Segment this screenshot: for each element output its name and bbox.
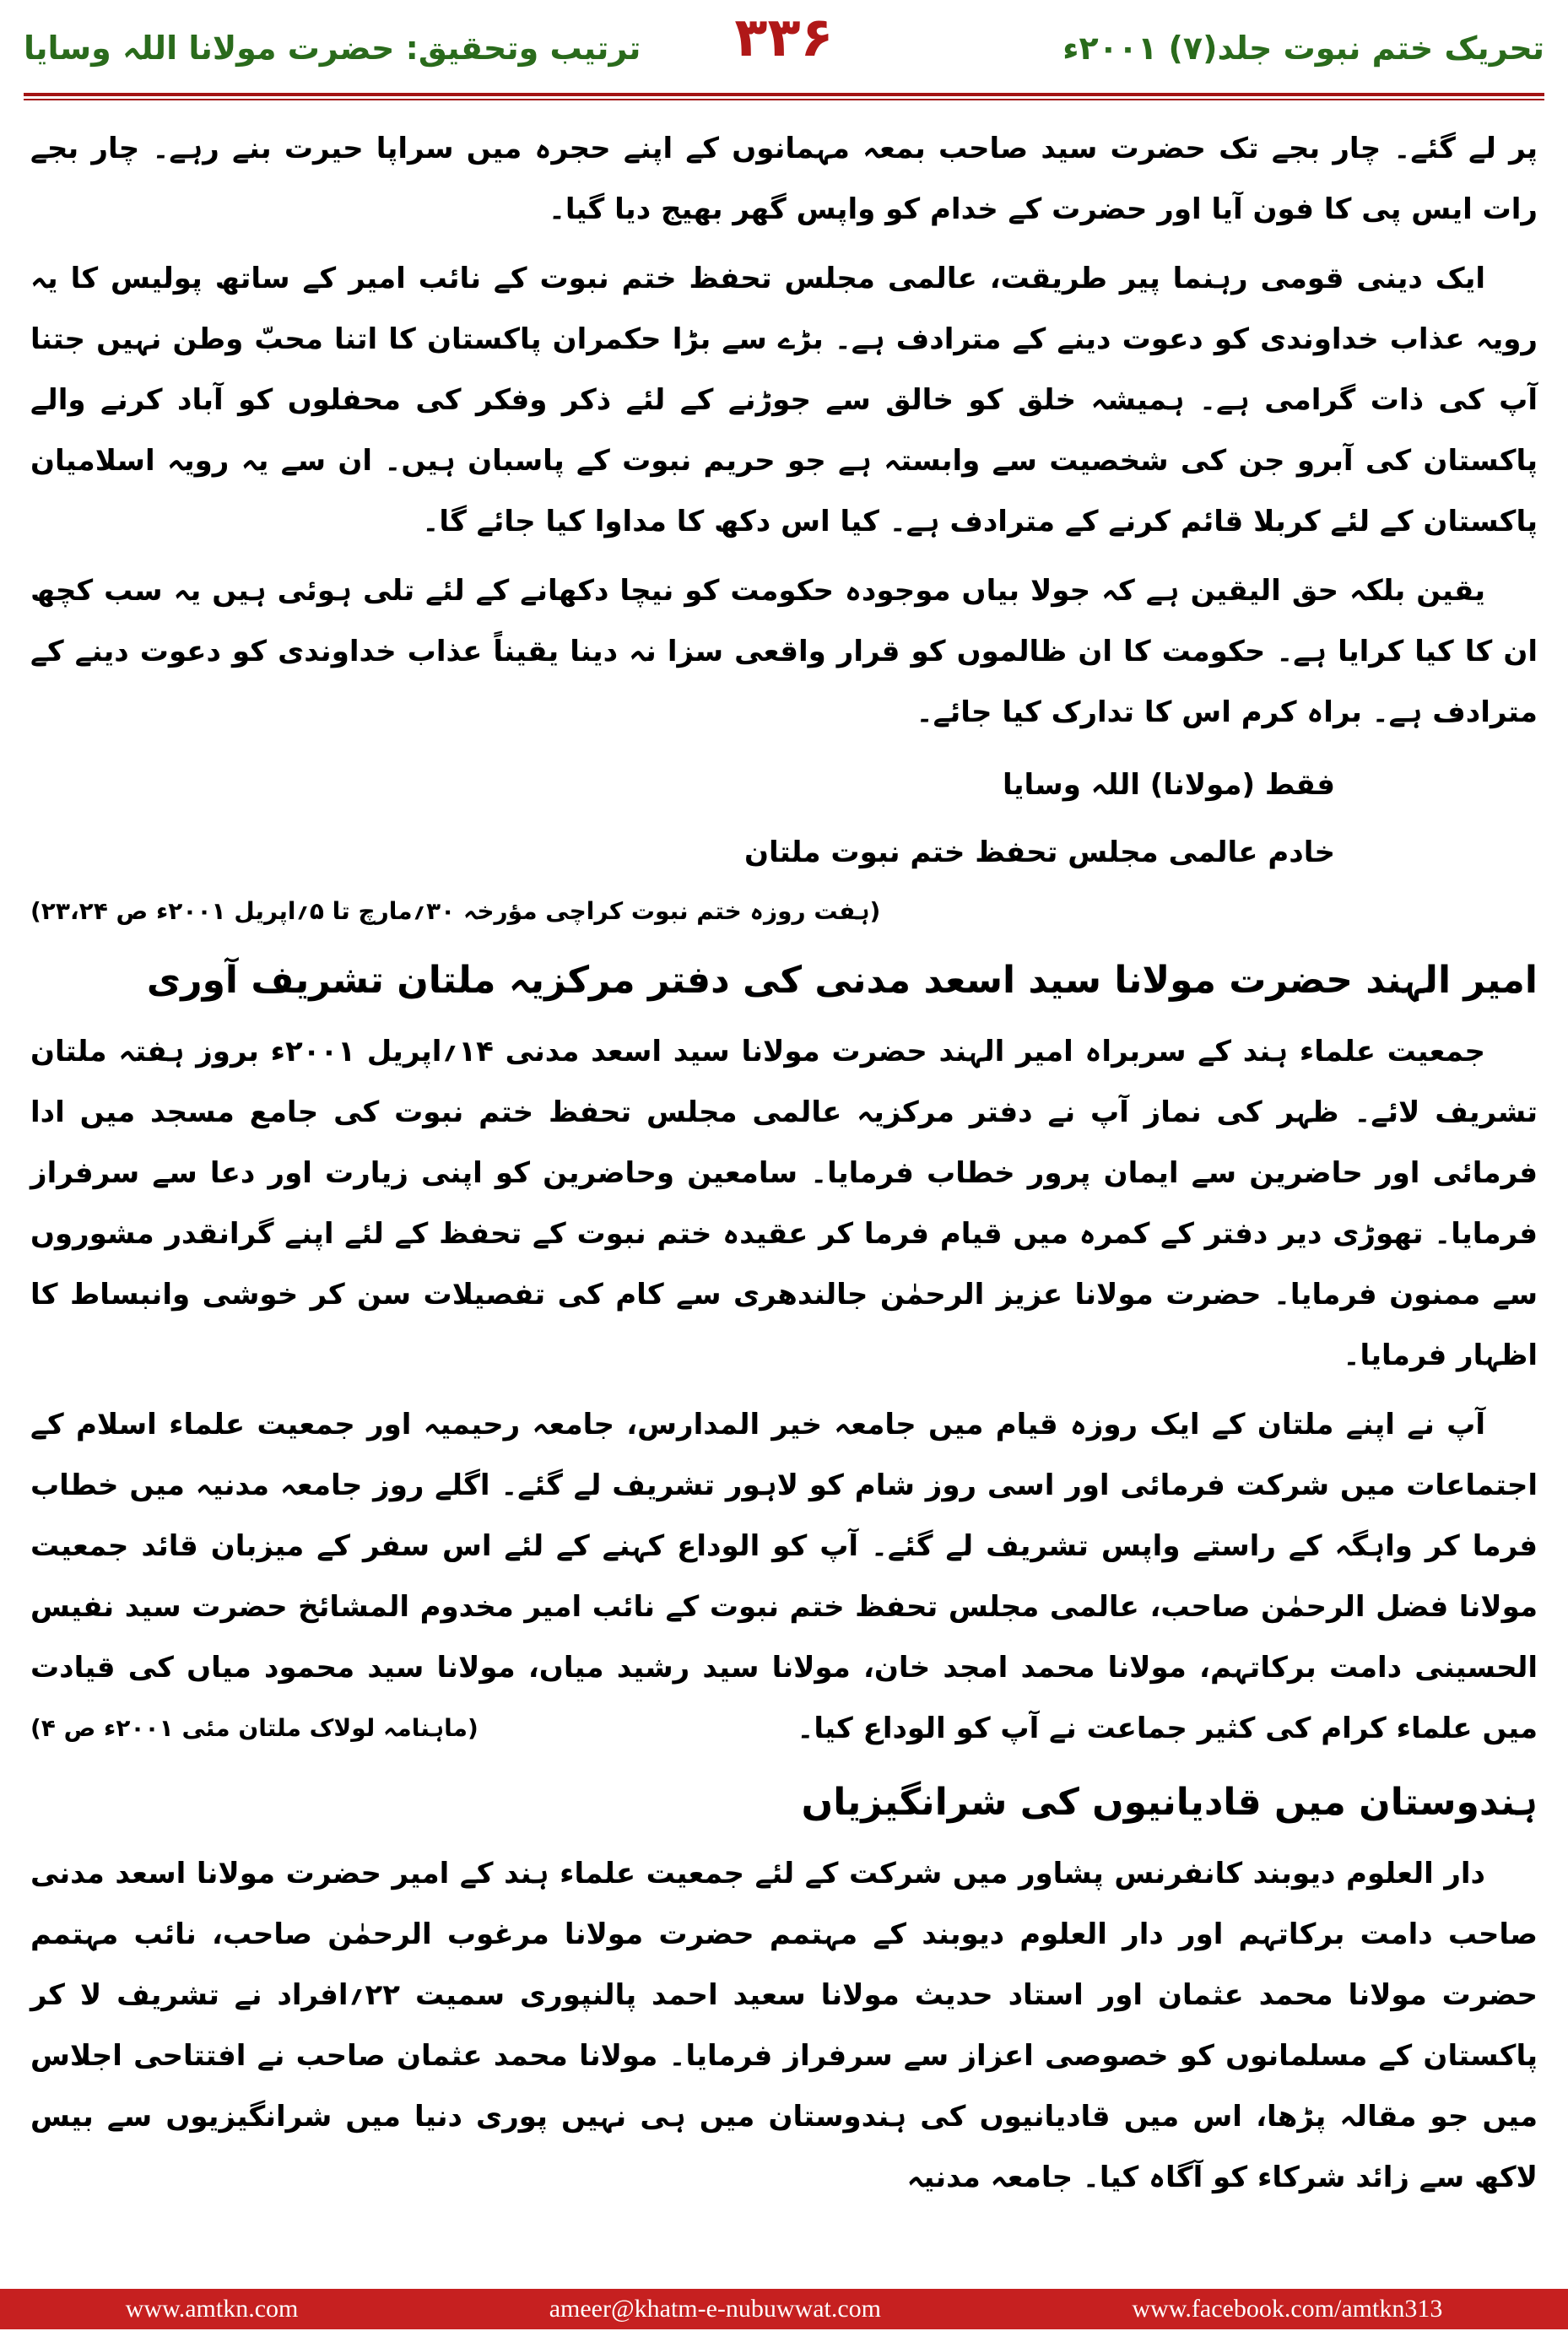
- book-title: تحریک ختم نبوت جلد(۷) ۲۰۰۱ء: [1062, 30, 1544, 67]
- source-citation: (ماہنامہ لولاک ملتان مئی ۲۰۰۱ء ص ۴): [30, 1714, 479, 1742]
- paragraph: یقین بلکہ حق الیقین ہے کہ جولا بیاں موجودہ حکومت کو نیچا دکھانے کے لئے تلی ہوئی ہیں یہ سب کچھ ان کا کیا کرایا ہے۔ حکومت کا ان ظالموں کو قرار واقعی سزا نہ دینا یقیناً عذاب خداوندی کو دعوت دینے کے مترادف ہے۔ براہ کرم اس کا تدارک کیا جائے۔: [30, 574, 1538, 729]
- website-link[interactable]: www.amtkn.com: [125, 2295, 299, 2323]
- signature-title: خادم عالمی مجلس تحفظ ختم نبوت ملتان: [743, 836, 1335, 869]
- header-rule: [24, 93, 1544, 96]
- paragraph-text: آپ نے اپنے ملتان کے ایک روزہ قیام میں جامعہ خیر المدارس، جامعہ رحیمیہ اور جمعیت علماء اسلام کے اجتماعات میں شرکت فرمائی اور اسی روز شام کو لاہور تشریف لے گئے۔ اگلے روز جامعہ مدنیہ میں خطاب فرما کر واہگہ کے راستے واپس تشریف لے گئے۔ آپ کو الوداع کہنے کے لئے اس سفر کے میزبان قائد جمعیت مولانا فضل الرحمٰن صاحب، عالمی مجلس تحفظ ختم نبوت کے نائب امیر مخدوم المشائخ حضرت سید نفیس الحسینی دامت برکاتہم، مولانا محمد امجد خان، مولانا سید رشید میاں، مولانا سید محمود میاں کی قیادت میں علماء کرام کی کثیر جماعت نے آپ کو الوداع کیا۔: [30, 1408, 1538, 1745]
- compiler-credit: ترتیب وتحقیق: حضرت مولانا اللہ وسایا: [24, 30, 641, 67]
- header-rule-thin: [24, 99, 1544, 100]
- source-citation: (ہفت روزہ ختم نبوت کراچی مؤرخہ ۳۰؍مارچ تا ۵؍اپریل ۲۰۰۱ء ص ۲۳،۲۴): [30, 897, 881, 925]
- paragraph: ایک دینی قومی رہنما پیر طریقت، عالمی مجلس تحفظ ختم نبوت کے نائب امیر کے ساتھ پولیس کا یہ رویہ عذاب خداوندی کو دعوت دینے کے مترادف ہے۔ بڑے سے بڑا حکمران پاکستان کا اتنا محبّ وطن نہیں جتنا آپ کی ذات گرامی ہے۔ ہمیشہ خلق کو خالق سے جوڑنے کے لئے ذکر وفکر کی محفلوں کو آباد کرنے والے پاکستان کی آبرو جن کی شخصیت سے وابستہ ہے جو حریم نبوت کے پاسبان ہیں۔ ان سے یہ رویہ اسلامیان پاکستان کے لئے کربلا قائم کرنے کے مترادف ہے۔ کیا اس دکھ کا مداوا کیا جائے گا۔: [30, 262, 1538, 538]
- email-link[interactable]: ameer@khatm-e-nubuwwat.com: [549, 2295, 882, 2323]
- footer-bar: [0, 2289, 1568, 2329]
- page-number: ۳۳۶: [734, 7, 834, 69]
- paragraph: جمعیت علماء ہند کے سربراہ امیر الہند حضرت مولانا سید اسعد مدنی ۱۴؍اپریل ۲۰۰۱ء بروز ہفتہ ملتان تشریف لائے۔ ظہر کی نماز آپ نے دفتر مرکزیہ عالمی مجلس تحفظ ختم نبوت کی جامع مسجد میں ادا فرمائی اور حاضرین سے ایمان پرور خطاب فرمایا۔ سامعین وحاضرین کو اپنی زیارت اور دعا سے سرفراز فرمایا۔ تھوڑی دیر دفتر کے کمرہ میں قیام فرما کر عقیدہ ختم نبوت کے تحفظ کے لئے اپنے گرانقدر مشوروں سے ممنون فرمایا۔ حضرت مولانا عزیز الرحمٰن جالندھری سے کام کی تفصیلات سن کر خوشی وانبساط کا اظہار فرمایا۔: [30, 1035, 1538, 1372]
- section-heading: ہندوستان میں قادیانیوں کی شرانگیزیاں: [801, 1781, 1538, 1824]
- paragraph: دار العلوم دیوبند کانفرنس پشاور میں شرکت کے لئے جمعیت علماء ہند کے امیر حضرت مولانا اسعد مدنی صاحب دامت برکاتہم اور دار العلوم دیوبند کے مہتمم حضرت مولانا مرغوب الرحمٰن صاحب، نائب مہتمم حضرت مولانا محمد عثمان اور استاد حدیث مولانا سعید احمد پالنپوری سمیت ۲۲؍افراد نے تشریف لا کر پاکستان کے مسلمانوں کو خصوصی اعزاز سے سرفراز فرمایا۔ مولانا محمد عثمان صاحب نے افتتاحی اجلاس میں جو مقالہ پڑھا، اس میں قادیانیوں کی ہندوستان میں ہی نہیں پوری دنیا میں شرانگیزیوں سے بیس لاکھ سے زائد شرکاء کو آگاہ کیا۔ جامعہ مدنیہ: [30, 1857, 1538, 2194]
- paragraph: [30, 1394, 1538, 1759]
- signature-name: فقط (مولانا) اللہ وسایا: [1002, 768, 1335, 802]
- paragraph: پر لے گئے۔ چار بجے تک حضرت سید صاحب بمعہ مہمانوں کے اپنے حجرہ میں سراپا حیرت بنے رہے۔ چار بجے رات ایس پی کا فون آیا اور حضرت کے خدام کو واپس گھر بھیج دیا گیا۔: [30, 132, 1538, 226]
- facebook-link[interactable]: www.facebook.com/amtkn313: [1132, 2295, 1443, 2323]
- section-heading: امیر الہند حضرت مولانا سید اسعد مدنی کی دفتر مرکزیہ ملتان تشریف آوری: [146, 959, 1538, 1002]
- page-body: [30, 118, 1538, 2216]
